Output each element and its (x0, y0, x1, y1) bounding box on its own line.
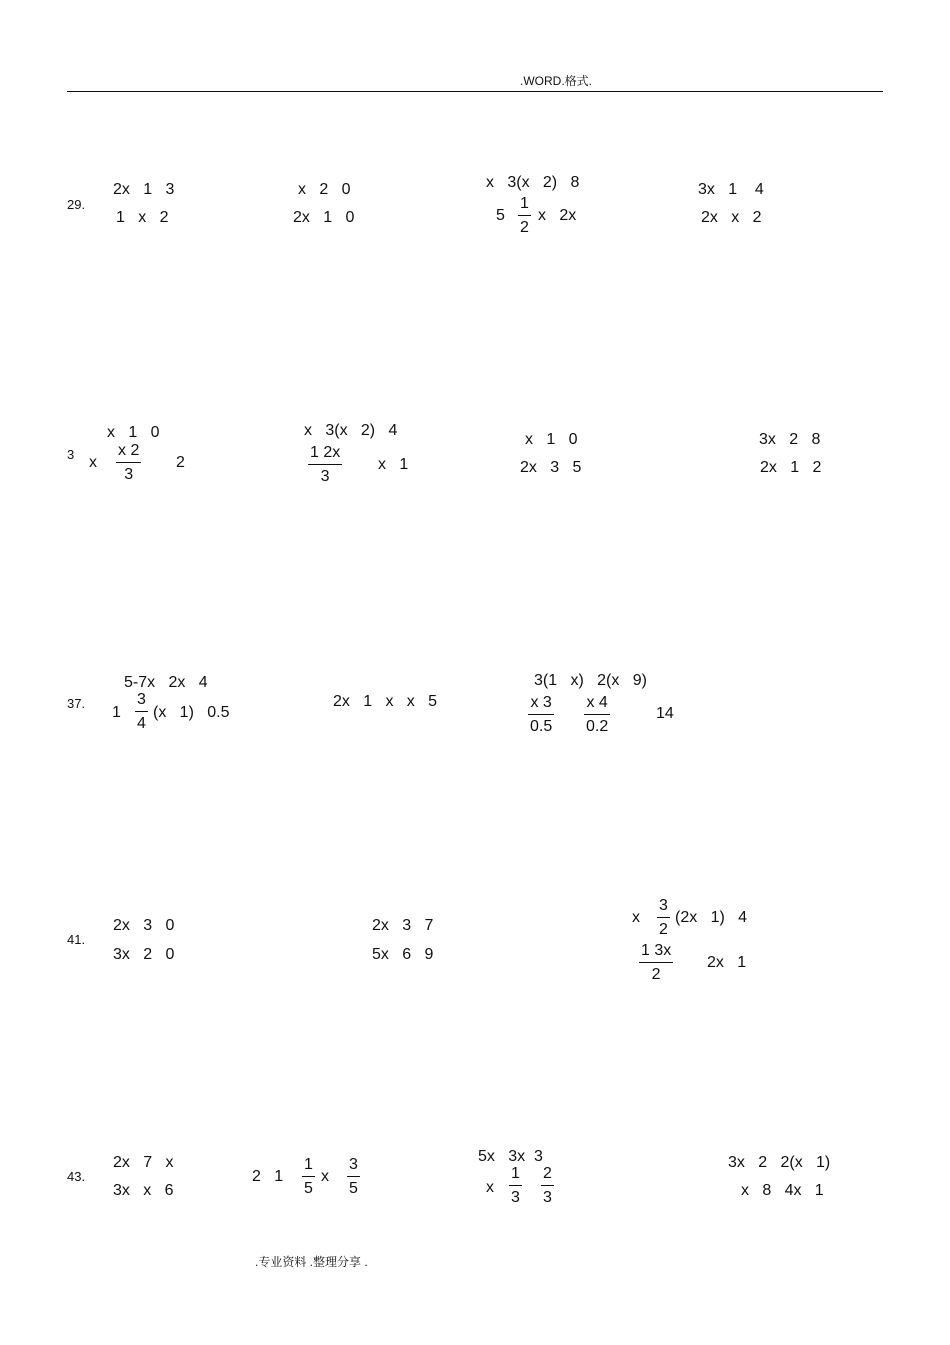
problem-number: 29. (67, 197, 86, 212)
problem-number: 3 (67, 447, 75, 462)
fraction (302, 1156, 315, 1198)
fraction (135, 691, 148, 733)
fraction (347, 1156, 360, 1198)
denominator: 2 (651, 966, 661, 983)
inequality-line: x 3(x 2) 4 (304, 422, 398, 439)
inequality-line: 5x 6 9 (372, 946, 434, 963)
fraction (518, 195, 531, 237)
page-footer: .专业资料 .整理分享 . (255, 1255, 368, 1269)
inequality-line: 5-7x 2x 4 (124, 674, 208, 691)
numerator: 1 (520, 195, 529, 212)
denominator: 0.5 (530, 718, 553, 735)
inequality-line: 5x 3x 3 (478, 1148, 543, 1165)
header-rule (67, 91, 883, 92)
numerator: x 2 (118, 442, 140, 459)
fraction (509, 1165, 522, 1207)
inequality-line: x 2 0 (298, 181, 351, 198)
numerator: 1 (304, 1156, 313, 1173)
numerator: 2 (543, 1165, 552, 1182)
numerator: x 4 (586, 694, 608, 711)
inequality-term: 14 (656, 705, 674, 722)
inequality-line: 2x 1 x x 5 (333, 693, 438, 710)
inequality-line: 1 x 2 (116, 209, 169, 226)
inequality-line: 3x 2 8 (759, 431, 821, 448)
fraction (584, 694, 610, 736)
denominator: 3 (543, 1189, 552, 1206)
fraction (116, 442, 141, 484)
inequality-line: x 1 0 (107, 424, 160, 441)
fraction (639, 942, 673, 984)
inequality-line: x 1 0 (525, 431, 578, 448)
numerator: 1 2x (310, 444, 341, 461)
inequality-term: x 1 (378, 456, 409, 473)
problem-number: 37. (67, 696, 86, 711)
denominator: 5 (304, 1180, 313, 1197)
inequality-term: (2x 1) 4 (675, 909, 748, 926)
inequality-line: 3x 1 4 (698, 181, 764, 198)
denominator: 0.2 (586, 718, 609, 735)
fraction (528, 694, 554, 736)
inequality-term: x 2x (538, 207, 577, 224)
numerator: 1 (511, 1165, 520, 1182)
inequality-term: 1 (112, 704, 121, 721)
denominator: 4 (137, 715, 146, 732)
inequality-line: 3x 2 0 (113, 946, 175, 963)
inequality-line: x 8 4x 1 (741, 1182, 824, 1199)
inequality-line: x 3(x 2) 8 (486, 174, 580, 191)
inequality-line: 3x x 6 (113, 1182, 174, 1199)
inequality-term: x (321, 1168, 329, 1185)
denominator: 2 (520, 219, 529, 236)
denominator: 3 (320, 468, 330, 485)
denominator: 5 (349, 1180, 358, 1197)
inequality-term: x (89, 454, 97, 471)
inequality-term: x (632, 909, 640, 926)
inequality-term: 2 (176, 454, 185, 471)
inequality-line: 2x x 2 (701, 209, 762, 226)
inequality-line: 2x 3 5 (520, 459, 582, 476)
denominator: 3 (124, 466, 134, 483)
numerator: 3 (349, 1156, 358, 1173)
numerator: 3 (659, 897, 668, 914)
denominator: 2 (659, 921, 668, 938)
inequality-line: 2x 1 2 (760, 459, 822, 476)
numerator: x 3 (530, 694, 552, 711)
inequality-line: 2x 3 7 (372, 917, 434, 934)
numerator: 1 3x (641, 942, 672, 959)
problem-number: 43. (67, 1169, 86, 1184)
inequality-term: x (486, 1179, 494, 1196)
inequality-term: (x 1) 0.5 (153, 704, 230, 721)
inequality-line: 3x 2 2(x 1) (728, 1154, 831, 1171)
numerator: 3 (137, 691, 146, 708)
fraction (657, 897, 670, 939)
page-header: .WORD.格式. (520, 74, 592, 88)
inequality-term: 2x 1 (707, 954, 747, 971)
fraction (541, 1165, 554, 1207)
inequality-line: 2x 3 0 (113, 917, 175, 934)
inequality-line: 3(1 x) 2(x 9) (534, 672, 647, 689)
fraction (308, 444, 342, 486)
problem-number: 41. (67, 932, 86, 947)
inequality-line: 2x 7 x (113, 1154, 174, 1171)
denominator: 3 (511, 1189, 520, 1206)
inequality-line: 2x 1 0 (293, 209, 355, 226)
inequality-term: 5 (496, 207, 505, 224)
inequality-term: 2 1 (252, 1168, 284, 1185)
inequality-line: 2x 1 3 (113, 181, 175, 198)
